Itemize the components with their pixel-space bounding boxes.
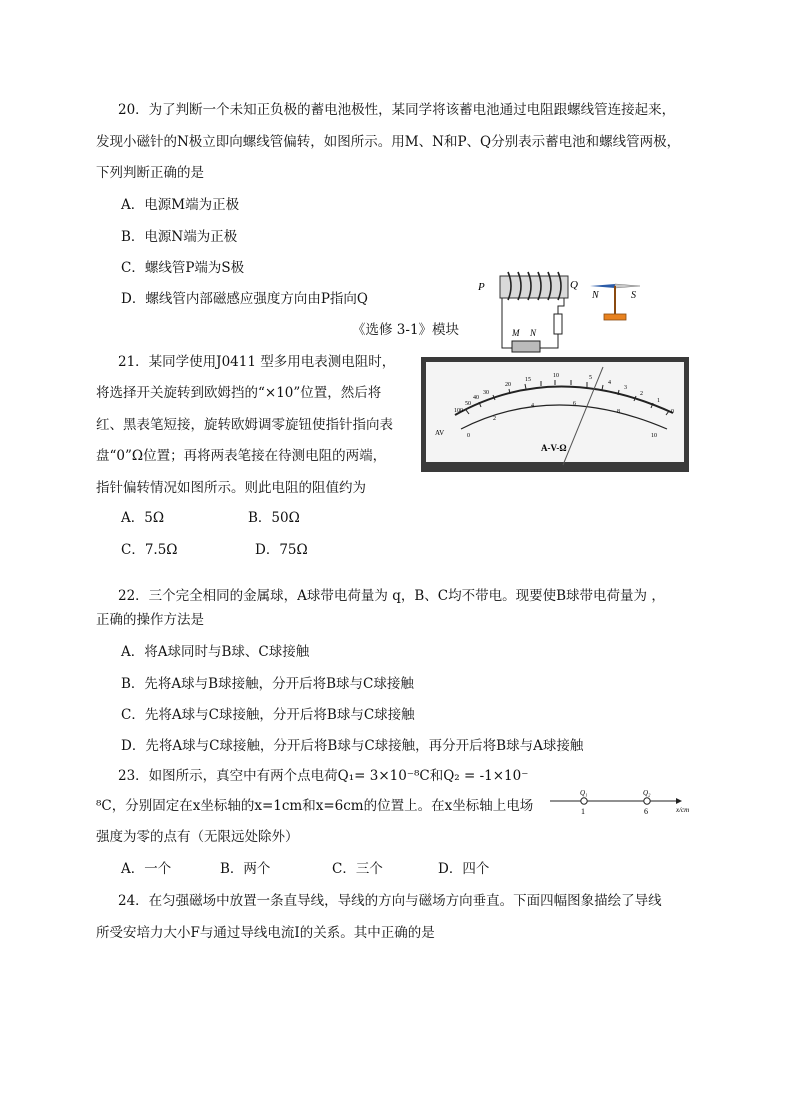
x-axis-arrow: [676, 798, 682, 804]
ohm-tick-30: 30: [483, 390, 489, 396]
ohm-tick-40: 40: [473, 395, 479, 401]
meter-label-av: AV: [435, 429, 445, 437]
compass-base: [604, 314, 626, 320]
charge-q1: [581, 798, 587, 804]
circuit-wire-left: [502, 298, 512, 348]
q21-stem-line3: 红、黑表笔短接，旋转欧姆调零旋钮使指针指向表: [96, 417, 393, 433]
battery-label-n: N: [530, 328, 537, 338]
solenoid-label-p: P: [478, 281, 485, 293]
q21-option-d: D．75Ω: [255, 542, 308, 558]
ohm-tick-4: 4: [608, 380, 611, 386]
ohm-tick-15: 15: [525, 377, 531, 383]
dc-tick-2: 2: [493, 416, 496, 422]
q23-stem-line3: 强度为零的点有（无限远处除外）: [96, 829, 299, 845]
dc-tick-8: 8: [617, 409, 620, 415]
q20-option-b: B．电源N端为正极: [121, 229, 238, 245]
q20-stem-line2: 发现小磁针的N极立即向螺线管偏转，如图所示。用M、N和P、Q分别表示蓄电池和螺线管两极，: [96, 134, 681, 150]
ohm-tick-100: 100: [454, 408, 463, 414]
q21-stem-line5: 指针偏转情况如图所示。则此电阻的阻值约为: [96, 480, 366, 496]
ohm-tick-2: 2: [640, 391, 643, 397]
q20-stem-line1: 20．为了判断一个未知正负极的蓄电池极性，某同学将该蓄电池通过电阻跟螺线管连接起来，: [118, 102, 676, 118]
q22-option-d: D．先将A球与C球接触，分开后将B球与C球接触，再分开后将B球与A球接触: [121, 738, 584, 754]
ohm-tick-1: 1: [657, 398, 660, 404]
charge-q1-label: Q₁: [580, 789, 588, 797]
q21-stem-line1: 21．某同学使用J0411 型多用电表测电阻时，: [118, 354, 396, 370]
q21-option-a: A．5Ω: [121, 510, 165, 526]
q20-option-d: D．螺线管内部磁感应强度方向由P指向Q: [121, 291, 368, 307]
meter-center-label: A-V-Ω: [541, 443, 567, 453]
ohm-tick-3: 3: [624, 385, 627, 391]
q23-stem-line2: ⁸C，分别固定在x坐标轴的x=1cm和x=6cm的位置上。在x坐标轴上电场: [96, 798, 534, 814]
x-mark-6: 6: [644, 807, 648, 816]
q22-option-a: A．将A球同时与B球、C球接触: [121, 644, 310, 660]
q22-option-c: C．先将A球与C球接触，分开后将B球与C球接触: [121, 707, 415, 723]
solenoid-label-q: Q: [570, 279, 578, 291]
battery-label-m: M: [512, 328, 520, 338]
ohm-tick-20: 20: [505, 382, 511, 388]
q23-stem-line1: 23．如图所示，真空中有两个点电荷Q₁= 3×10⁻⁸C和Q₂ = -1×10⁻: [118, 768, 529, 784]
resistor: [554, 314, 562, 334]
compass-needle-north: [590, 284, 615, 288]
dc-tick-10: 10: [651, 433, 657, 439]
q23-option-c: C．三个: [332, 861, 383, 877]
module-title: 《选修 3-1》模块: [352, 322, 460, 338]
ohm-tick-0: 0: [671, 409, 674, 415]
compass-label-s: S: [631, 290, 636, 301]
circuit-wire-right-bottom: [538, 334, 558, 348]
battery: [512, 341, 540, 352]
ohm-tick-5: 5: [589, 375, 592, 381]
charge-q2-label: Q₂: [643, 789, 651, 797]
dc-tick-0: 0: [467, 433, 470, 439]
q20-stem-line3: 下列判断正确的是: [96, 165, 204, 181]
compass-needle-south: [615, 284, 640, 288]
ohm-tick-10: 10: [553, 373, 559, 379]
q21-stem-line4: 盘“0”Ω位置；再将两表笔接在待测电阻的两端，: [96, 448, 387, 464]
q21-stem-line2: 将选择开关旋转到欧姆挡的“×10”位置，然后将: [96, 385, 382, 401]
q21-option-b: B．50Ω: [248, 510, 300, 526]
q23-option-d: D．四个: [438, 861, 490, 877]
circuit-wire-right-top: [558, 298, 564, 314]
q24-stem-line1: 24．在匀强磁场中放置一条直导线，导线的方向与磁场方向垂直。下面四幅图象描绘了导线: [118, 893, 662, 909]
charge-q2: [644, 798, 650, 804]
q22-stem-line2: 正确的操作方法是: [96, 612, 204, 628]
multimeter-dial-figure: [421, 357, 689, 472]
q20-option-a: A．电源M端为正极: [121, 197, 240, 213]
q23-option-b: B．两个: [220, 861, 271, 877]
ohm-tick-50: 50: [465, 401, 471, 407]
charges-axis-figure: [548, 787, 698, 821]
dc-tick-4: 4: [531, 403, 534, 409]
dc-tick-6: 6: [573, 401, 576, 407]
x-axis-label: x/cm: [676, 806, 690, 814]
q22-option-b: B．先将A球与B球接触，分开后将B球与C球接触: [121, 676, 414, 692]
q22-stem-line1: 22．三个完全相同的金属球，A球带电荷量为 q，B、C均不带电。现要使B球带电荷量为 ，: [118, 588, 665, 604]
solenoid-circuit-figure: [474, 266, 644, 358]
compass-label-n: N: [592, 290, 599, 301]
q20-option-c: C．螺线管P端为S极: [121, 260, 245, 276]
q24-stem-line2: 所受安培力大小F与通过导线电流I的关系。其中正确的是: [96, 925, 435, 941]
x-mark-1: 1: [581, 807, 585, 816]
q23-option-a: A．一个: [121, 861, 172, 877]
q21-option-c: C．7.5Ω: [121, 542, 178, 558]
